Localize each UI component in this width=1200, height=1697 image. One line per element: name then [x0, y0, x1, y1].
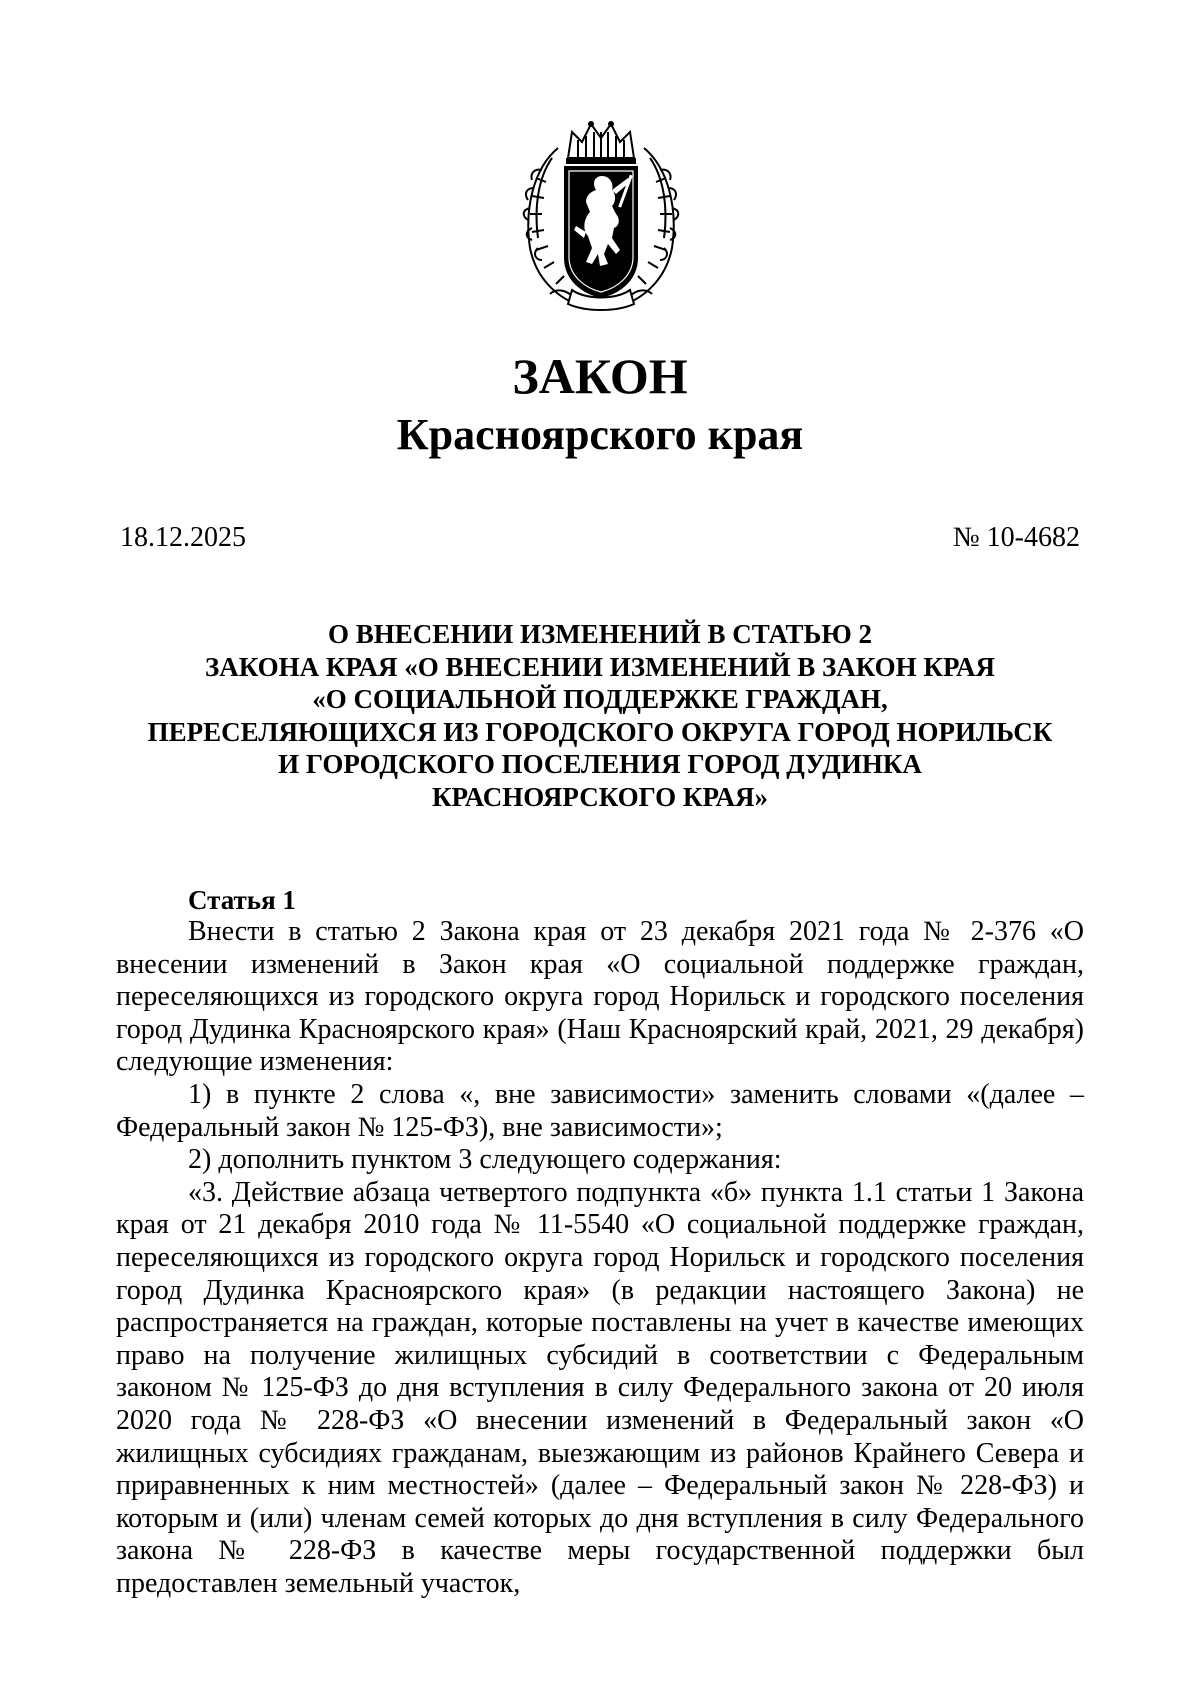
article-heading: Статья 1 [188, 885, 296, 915]
law-title-line: И ГОРОДСКОГО ПОСЕЛЕНИЯ ГОРОД ДУДИНКА [278, 749, 922, 779]
law-title-line: О ВНЕСЕНИИ ИЗМЕНЕНИЙ В СТАТЬЮ 2 [327, 619, 873, 649]
law-title [100, 618, 1100, 813]
article-paragraph: Внести в статью 2 Закона края от 23 декабря 2021 года № 2-376 «О внесении изменений в Закон края «О социальной поддержке граждан, переселяющихся из городского округа город Норильск и городского поселения город Дудинка Красноярского края» (Наш Красноярский край, 2021, 29 декабря) следующие изменения: [116, 916, 1084, 1078]
crown-icon [566, 121, 636, 164]
law-title-line: КРАСНОЯРСКОГО КРАЯ» [431, 781, 769, 812]
meta-row [120, 522, 1080, 554]
document-title: ЗАКОН [512, 348, 688, 404]
coat-of-arms-emblem [516, 118, 686, 316]
article-paragraph: 1) в пункте 2 слова «, вне зависимости» заменить словами «(далее – Федеральный закон № 125-ФЗ), вне зависимости»; [116, 1078, 1084, 1143]
law-title-line: ЗАКОНА КРАЯ «О ВНЕСЕНИИ ИЗМЕНЕНИЙ В ЗАКОН КРАЯ [204, 651, 996, 682]
article-paragraph: 2) дополнить пунктом 3 следующего содержания: [188, 1144, 782, 1176]
article-paragraph: «3. Действие абзаца четвертого подпункта «б» пункта 1.1 статьи 1 Закона края от 21 декабря 2010 года № 11-5540 «О социальной поддержке граждан, переселяющихся из городского округа город Норильск и городского поселения город Дудинка Красноярского края» (в редакции настоящего Закона) не распространяется на граждан, которые поставлены на учет в качестве имеющих право на получение жилищных субсидий в соответствии с Федеральным законом № 125-ФЗ до дня вступления в силу Федерального закона от 20 июля 2020 года № 228-ФЗ «О внесении изменений в Федеральный закон «О жилищных субсидиях гражданам, выезжающим из районов Крайнего Севера и приравненных к ним местностей» (далее – Федеральный закон № 228-ФЗ) и которым и (или) членам семей которых до дня вступления в силу Федерального закона № 228-ФЗ в качестве меры государственной поддержки был предоставлен земельный участок, [116, 1176, 1084, 1599]
law-title-line: «О СОЦИАЛЬНОЙ ПОДДЕРЖКЕ ГРАЖДАН, [312, 684, 888, 714]
article-body [116, 916, 1084, 1600]
document-subtitle: Красноярского края [396, 410, 804, 459]
law-date: 18.12.2025 [120, 522, 246, 553]
law-number: № 10-4682 [952, 522, 1080, 553]
law-title-line: ПЕРЕСЕЛЯЮЩИХСЯ ИЗ ГОРОДСКОГО ОКРУГА ГОРОД НОРИЛЬСК [147, 716, 1053, 747]
